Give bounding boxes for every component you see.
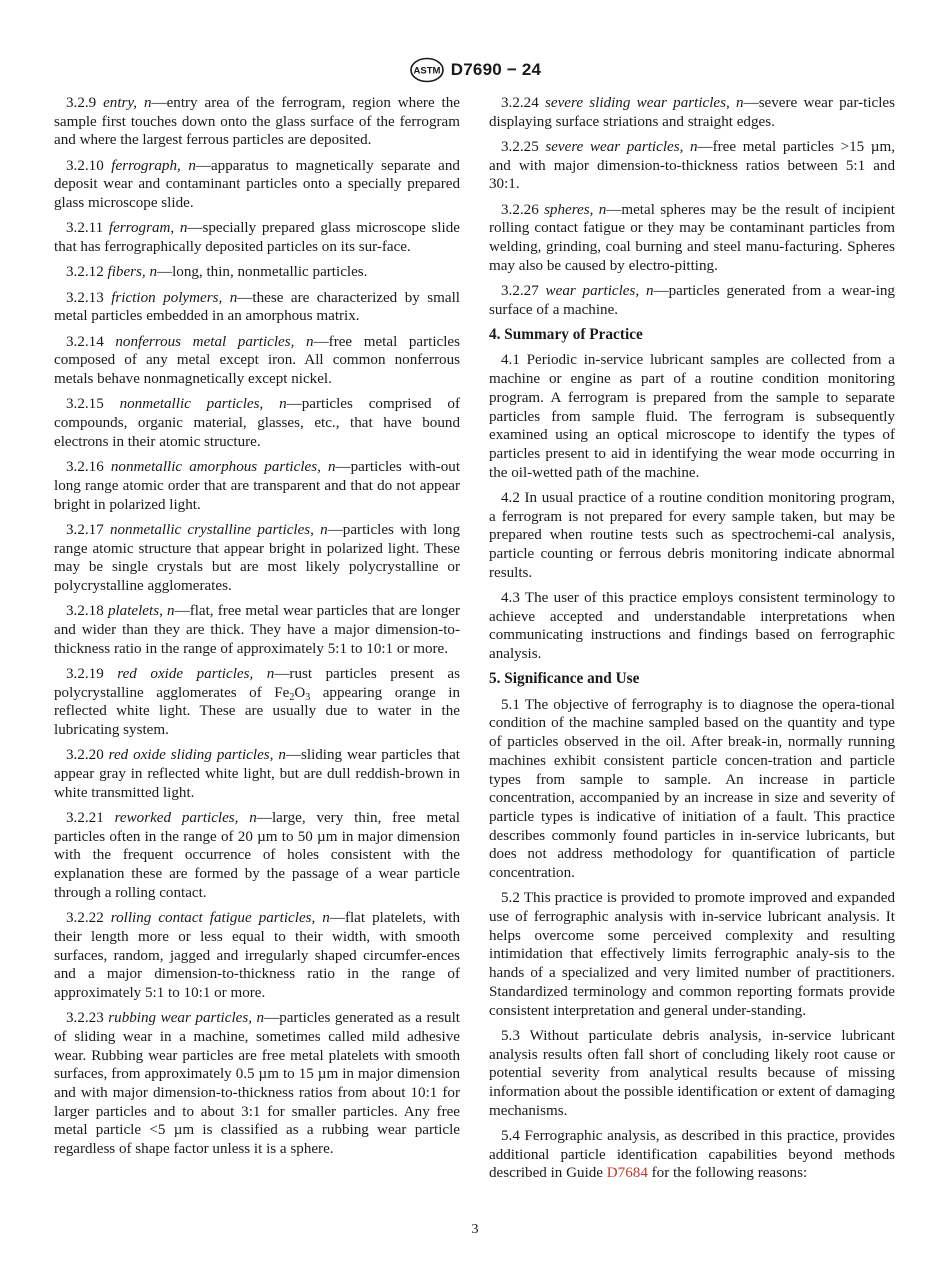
definition-3-2-20: 3.2.20 red oxide sliding particles, n—sliding wear particles that appear gray in reflected white light, but are dull reddish-brown in white transmitted light.: [54, 747, 460, 801]
definition-3-2-16: 3.2.16 nonmetallic amorphous particles, n—particles with-out long range atomic order that are transparent and that do not appear bright in polarized light.: [54, 459, 461, 513]
definition-3-2-15: 3.2.15 nonmetallic particles, n—particles comprised of compounds, organic material, glasses, etc., that have bound electrons in their atomic structure.: [54, 396, 460, 450]
definition-3-2-14: 3.2.14 nonferrous metal particles, n—free metal particles composed of any metal except iron. All common nonferrous metals behave nonmagnetically except nickel.: [54, 333, 461, 388]
definition-3-2-17: 3.2.17 nonmetallic crystalline particles, n—particles with long range atomic structure that appear bright in polarized light. These may be single crystals but are most likely polycrystalline or polycrystalline agglomerates.: [54, 521, 461, 594]
left-column: [54, 94, 460, 1165]
right-column: [489, 94, 895, 1190]
definition-3-2-19: 3.2.19 red oxide particles, n—rust particles present as polycrystalline agglomerates of $Fe_2O_3$ appearing orange in reflected white light. These are usually due to water in the lubricating system.: [54, 665, 460, 739]
standard-designation: D7690 − 24: [450, 60, 542, 79]
definition-3-2-23: 3.2.23 rubbing wear particles, n—particles generated as a result of sliding wear in a machine, sometimes called mild adhesive wear. Rubbing wear particles are free metal platelets with smooth surfaces, from approximately 0.5 µm to 15 µm in major dimension and with major dimension-to-thickness ratios from about 10:1 for larger particles and to about 3:1 for smaller particles. Any free metal particle <5 µm is classified as a rubbing wear particle regardless of shape factor unless it is a sphere.: [54, 1010, 460, 1158]
page-number: 3: [471, 1222, 479, 1237]
definition-3-2-21: 3.2.21 reworked particles, n—large, very thin, free metal particles often in the range of 20 µm to 50 µm in major dimension with the frequent occurrence of holes consistent with the explanation these are formed by the passage of a wear particle through a rolling contact.: [54, 810, 460, 901]
astm-logo-icon: [409, 57, 445, 83]
definition-3-2-13: 3.2.13 friction polymers, n—these are characterized by small metal particles embedded in an amorphous matrix.: [54, 289, 460, 325]
definition-3-2-27: 3.2.27 wear particles, n—particles generated from a wear-ing surface of a machine.: [489, 283, 895, 318]
definition-3-2-24: 3.2.24 severe sliding wear particles, n—severe wear par-ticles displaying surface striations and straight edges.: [489, 95, 895, 130]
definition-3-2-22: 3.2.22 rolling contact fatigue particles, n—flat platelets, with their length more or less equal to their width, with smooth surfaces, random, jagged and irregularly shaped circumfer-ences and a major dimension-to-thickness ratio in the range of approximately 5:1 to 10:1 or more.: [54, 910, 460, 1001]
svg-text:ASTM: ASTM: [413, 65, 441, 77]
definition-3-2-18: 3.2.18 platelets, n—flat, free metal wear particles that are longer and wider than they are thick. They have a major dimension-to-thickness ratio in the range of approximately 5:1 to 10:1 or more.: [54, 603, 460, 657]
guide-d7684-link[interactable]: D7684: [606, 1165, 648, 1182]
definition-3-2-11: 3.2.11 ferrogram, n—specially prepared glass microscope slide that has ferrographically deposited particles on its sur-face.: [54, 220, 460, 256]
paragraph-4-3: 4.3 The user of this practice employs consistent terminology to achieve accepted and understandable interpretations when communicating instructions and findings based on ferrographic analysis.: [489, 590, 895, 663]
definition-3-2-9: 3.2.9 entry, n—entry area of the ferrogram, region where the sample first touches down onto the glass surface of the ferrogram and where the largest ferrous particles are deposited.: [54, 95, 460, 149]
section-5-heading: 5. Significance and Use: [489, 670, 640, 688]
definition-3-2-25: 3.2.25 severe wear particles, n—free metal particles >15 µm, and with major dimension-to-thickness ratios between 5:1 and 30:1.: [489, 139, 896, 193]
paragraph-5-2: 5.2 This practice is provided to promote improved and expanded use of ferrographic analysis with in-service lubricant analysis. It helps overcome some perceived complexity and resulting intimidation that effectively limits ferrographic analy-sis to the hands of a specialized and very limited number of practitioners. Standardized terminology and common reporting formats provide consistent interpretation and general under-standing.: [489, 890, 895, 1019]
paragraph-4-2: 4.2 In usual practice of a routine condition monitoring program, a ferrogram is not prepared for every sample taken, but may be prepared when routine tests such as spectrochemi-cal analysis, particle counting or ferrous debris monitoring indicate abnormal results.: [489, 489, 895, 581]
definition-3-2-26: 3.2.26 spheres, n—metal spheres may be the result of incipient rolling contact fatigue or they may be contaminant particles from welding, grinding, coal burning and steel manu-facturing. Spheres may also be caused by electro-pitting.: [489, 201, 895, 274]
paragraph-5-4: 5.4 Ferrographic analysis, as described in this practice, provides additional particle identification capabilities beyond methods described in Guide D7684 for the following reasons:: [489, 1127, 895, 1182]
section-4-heading: 4. Summary of Practice: [489, 326, 643, 344]
page-header: [0, 55, 950, 85]
paragraph-4-1: 4.1 Periodic in-service lubricant samples are collected from a machine or engine as part of a routine condition monitoring program. A ferrogram is prepared from the sample to separate particles from sample fluid. The ferrogram is subsequently examined using an optical microscope to identify the types of particles present to aid in identifying the wear mode occurring in the oil-wetted path of the machine.: [489, 352, 895, 481]
definition-3-2-10: 3.2.10 ferrograph, n—apparatus to magnetically separate and deposit wear and contaminant particles onto a specially prepared glass microscope slide.: [54, 157, 460, 212]
paragraph-5-1: 5.1 The objective of ferrography is to diagnose the opera-tional condition of the machine sampled based on the quantity and type of particles observed in the oil. After break-in, normally running machines exhibit consistent particle concen-tration and particle types from sample to sample. An increase in particle concentration, accompanied by an increase in size and severity of particle types is indicative of initiation of a fault. This practice describes commonly found particles in in-service lubricants, but does not address methodology for quantification of particle concentration.: [489, 696, 895, 882]
paragraph-5-3: 5.3 Without particulate debris analysis, in-service lubricant analysis results often fall short of concluding likely root cause or potential severity from analytical results because of missing information about the possible identification or extent of damaging mechanisms.: [489, 1027, 895, 1119]
definition-3-2-12: 3.2.12 fibers, n—long, thin, nonmetallic particles.: [66, 264, 368, 281]
